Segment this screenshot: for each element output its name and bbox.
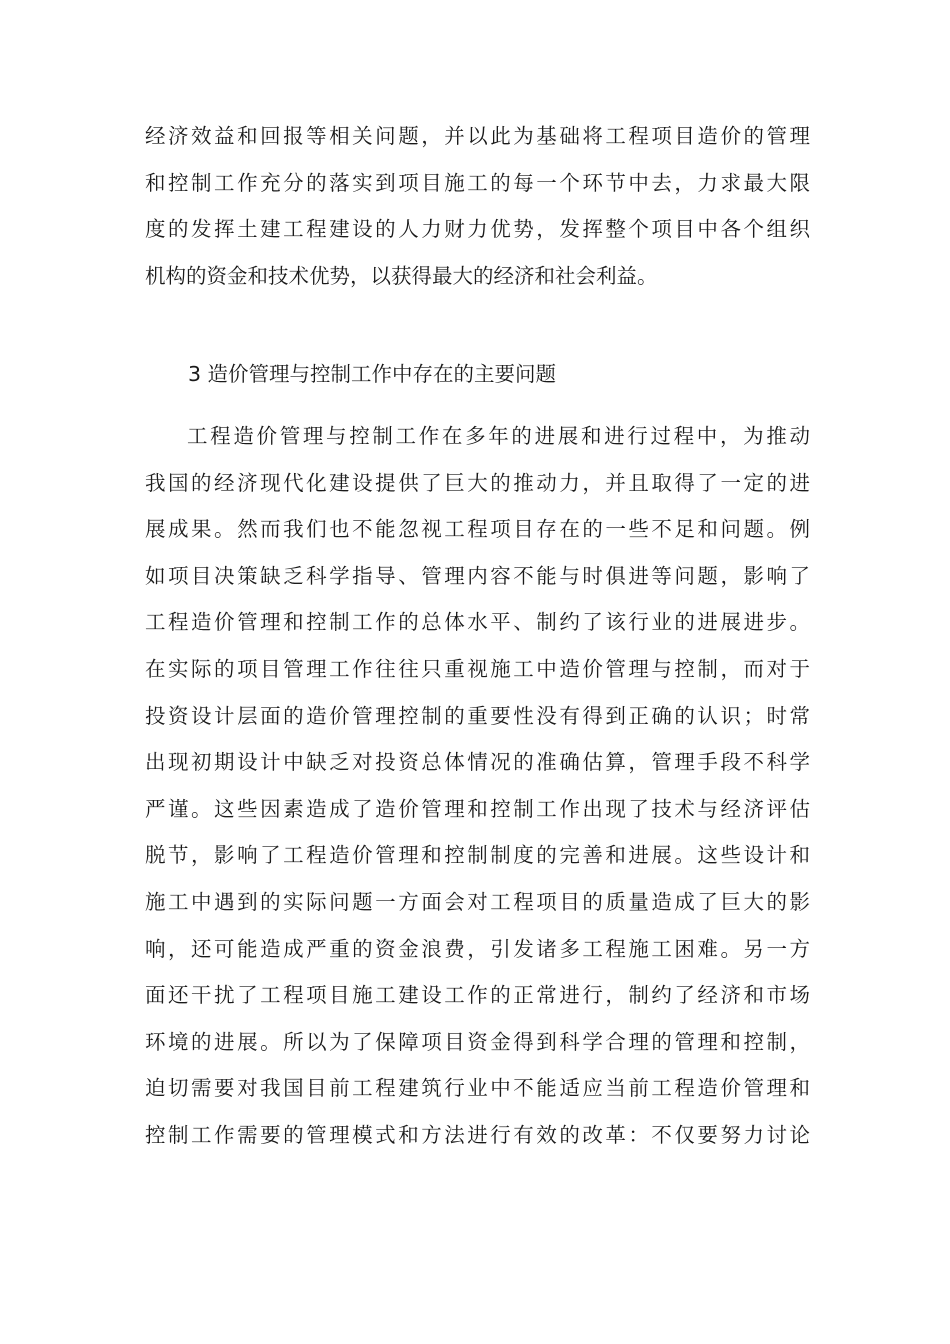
paragraph-main (145, 413, 810, 1159)
paragraph-line: 脱节，影响了工程造价管理和控制制度的完善和进展。这些设计和 (145, 843, 810, 868)
paragraph-line: 和控制工作充分的落实到项目施工的每一个环节中去，力求最大限 (145, 170, 810, 195)
paragraph-line: 施工中遇到的实际问题一方面会对工程项目的质量造成了巨大的影 (145, 889, 810, 914)
paragraph-line: 投资设计层面的造价管理控制的重要性没有得到正确的认识；时常 (145, 703, 810, 728)
paragraph-line: 工程造价管理和控制工作的总体水平、制约了该行业的进展进步。 (145, 610, 810, 635)
paragraph-line: 度的发挥土建工程建设的人力财力优势，发挥整个项目中各个组织 (145, 217, 810, 242)
paragraph-line: 在实际的项目管理工作往往只重视施工中造价管理与控制，而对于 (145, 656, 810, 681)
paragraph-line: 迫切需要对我国目前工程建筑行业中不能适应当前工程造价管理和 (145, 1076, 810, 1101)
paragraph-line: 机构的资金和技术优势，以获得最大的经济和社会利益。 (145, 263, 658, 288)
paragraph-line: 我国的经济现代化建设提供了巨大的推动力，并且取得了一定的进 (145, 470, 810, 495)
paragraph-line: 如项目决策缺乏科学指导、管理内容不能与时俱进等问题，影响了 (145, 563, 810, 588)
paragraph-line: 工程造价管理与控制工作在多年的进展和进行过程中，为推动 (187, 424, 810, 448)
paragraph-line: 展成果。然而我们也不能忽视工程项目存在的一些不足和问题。例 (145, 517, 810, 542)
paragraph-line: 环境的进展。所以为了保障项目资金得到科学合理的管理和控制， (145, 1029, 810, 1054)
paragraph-continuation (145, 113, 810, 299)
section-heading: 3 造价管理与控制工作中存在的主要问题 (188, 362, 557, 386)
paragraph-line: 出现初期设计中缺乏对投资总体情况的准确估算，管理手段不科学 (145, 750, 810, 775)
paragraph-line: 严谨。这些因素造成了造价管理和控制工作出现了技术与经济评估 (145, 796, 810, 821)
paragraph-line: 控制工作需要的管理模式和方法进行有效的改革：不仅要努力讨论 (145, 1122, 810, 1147)
paragraph-line: 经济效益和回报等相关问题，并以此为基础将工程项目造价的管理 (145, 124, 810, 148)
paragraph-line: 响，还可能造成严重的资金浪费，引发诸多工程施工困难。另一方 (145, 936, 810, 961)
paragraph-line: 面还干扰了工程项目施工建设工作的正常进行，制约了经济和市场 (145, 983, 810, 1008)
